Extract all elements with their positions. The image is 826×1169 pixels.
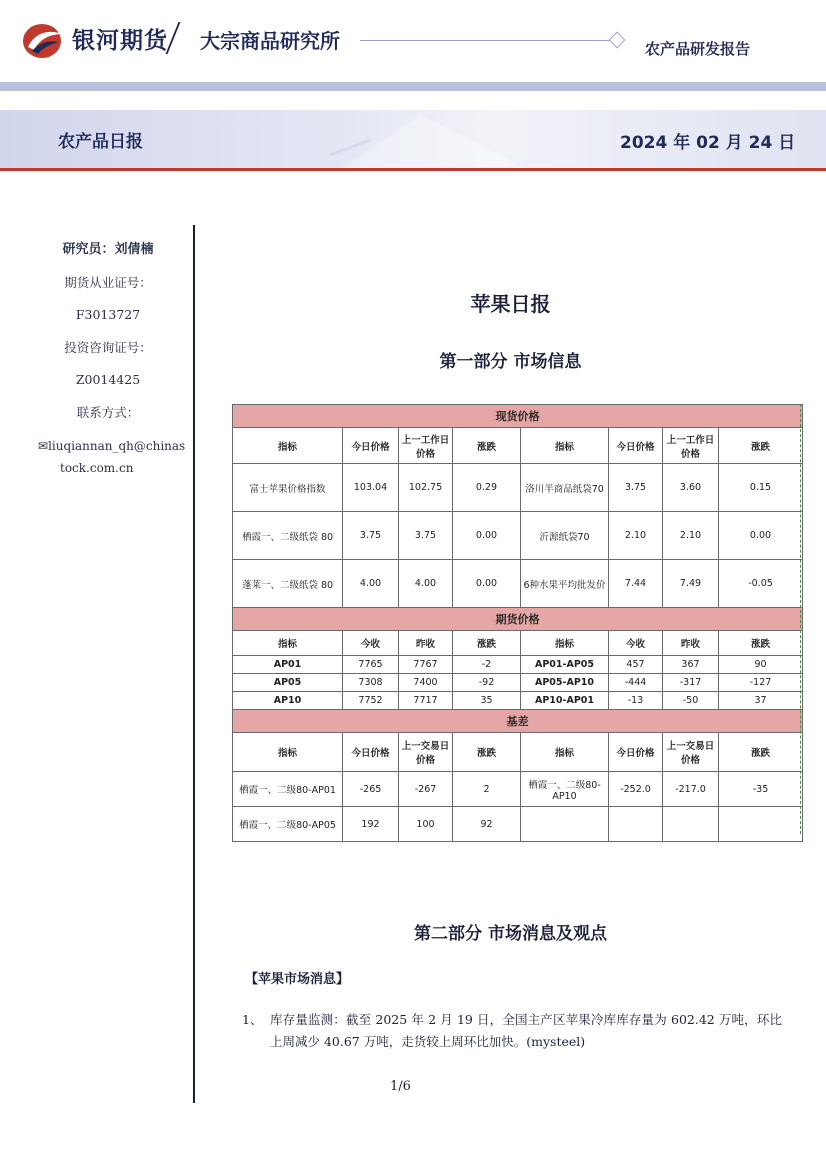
table-cell: -13: [609, 692, 663, 710]
email-line-1: liuqiannan_qh@chinas: [48, 439, 186, 453]
column-header: 涨跌: [719, 733, 803, 772]
table-row: [233, 772, 803, 807]
header-rule: [360, 40, 615, 41]
column-header: 涨跌: [453, 733, 521, 772]
table-cell: 0.00: [453, 560, 521, 608]
section-header-futures: 期货价格: [233, 608, 803, 631]
table-cell: 富士苹果价格指数: [233, 464, 343, 512]
table-row: [233, 692, 803, 710]
table-cell: 2.10: [663, 512, 719, 560]
table-cell: 7308: [343, 674, 399, 692]
table-cell: 洛川半商品纸袋70: [521, 464, 609, 512]
column-header: 涨跌: [453, 428, 521, 464]
column-header: 上一工作日价格: [663, 428, 719, 464]
table-cell: 2.10: [609, 512, 663, 560]
table-cell: -317: [663, 674, 719, 692]
column-header: 指标: [233, 631, 343, 656]
table-cell: -444: [609, 674, 663, 692]
column-header: 上一交易日价格: [663, 733, 719, 772]
table-cell: AP10-AP01: [521, 692, 609, 710]
table-cell: -50: [663, 692, 719, 710]
table-cell: -217.0: [663, 772, 719, 807]
table-cell: -127: [719, 674, 803, 692]
institute-name: 大宗商品研究所: [200, 29, 340, 53]
table-cell: 7.44: [609, 560, 663, 608]
table-cell: [521, 807, 609, 842]
consult-number: Z0014425: [75, 372, 141, 387]
table-cell: 沂源纸袋70: [521, 512, 609, 560]
table-cell: 7400: [399, 674, 453, 692]
section-title-part2: 第二部分 市场消息及观点: [414, 924, 607, 944]
table-cell: [609, 807, 663, 842]
table-row: [233, 674, 803, 692]
column-header: 上一交易日价格: [399, 733, 453, 772]
table-cell: AP05: [233, 674, 343, 692]
table-cell: 栖霞一、二级80-AP05: [233, 807, 343, 842]
column-header: 指标: [233, 733, 343, 772]
report-title: 苹果日报: [470, 292, 551, 316]
page-number: 1/6: [390, 1079, 411, 1094]
column-header: 指标: [521, 733, 609, 772]
table-cell: 7717: [399, 692, 453, 710]
table-cell: 6种水果平均批发价: [521, 560, 609, 608]
table-cell: 7767: [399, 656, 453, 674]
column-header: 上一工作日价格: [399, 428, 453, 464]
column-header: 指标: [233, 428, 343, 464]
header-band: [0, 82, 826, 91]
column-header: 涨跌: [453, 631, 521, 656]
table-cell: AP01-AP05: [521, 656, 609, 674]
table-row: [233, 560, 803, 608]
column-header: 昨收: [663, 631, 719, 656]
column-header: 今日价格: [343, 733, 399, 772]
market-data-table: [232, 404, 802, 842]
table-cell: AP05-AP10: [521, 674, 609, 692]
table-row: [233, 464, 803, 512]
table-cell: 4.00: [343, 560, 399, 608]
license-number: F3013727: [75, 307, 141, 322]
table-cell: 3.60: [663, 464, 719, 512]
table-cell: 2: [453, 772, 521, 807]
table-cell: AP10: [233, 692, 343, 710]
table-cell: 457: [609, 656, 663, 674]
news-item-text: 库存量监测：截至 2025 年 2 月 19 日，全国主产区苹果冷库库存量为 602.42 万吨，环比上周减少 40.67 万吨，走货较上周环比加快。(mysteel): [270, 1012, 782, 1049]
news-item: [242, 1009, 782, 1053]
diamond-icon: [609, 32, 626, 49]
column-header: 涨跌: [719, 428, 803, 464]
researcher-name: 研究员：刘倩楠: [62, 242, 154, 257]
table-cell: -92: [453, 674, 521, 692]
table-cell: 367: [663, 656, 719, 674]
table-cell: 3.75: [399, 512, 453, 560]
column-header: 今收: [343, 631, 399, 656]
news-item-number: 1、: [242, 1012, 263, 1027]
consult-label: 投资咨询证号：: [64, 339, 152, 355]
table-cell: 0.15: [719, 464, 803, 512]
contact-label: 联系方式：: [76, 404, 140, 420]
news-heading: 【苹果市场消息】: [245, 972, 350, 987]
table-cell: [719, 807, 803, 842]
table-cell: 103.04: [343, 464, 399, 512]
table-row: [233, 512, 803, 560]
table-cell: -265: [343, 772, 399, 807]
column-header: 涨跌: [719, 631, 803, 656]
email-line-2: tock.com.cn: [60, 461, 134, 475]
table-cell: 37: [719, 692, 803, 710]
section-header-spot: 现货价格: [233, 405, 803, 428]
table-cell: -252.0: [609, 772, 663, 807]
table-cell: 栖霞一、二级80-AP10: [521, 772, 609, 807]
column-header: 指标: [521, 631, 609, 656]
contact-email[interactable]: [28, 435, 188, 479]
table-cell: 4.00: [399, 560, 453, 608]
table-cell: 100: [399, 807, 453, 842]
report-date: 2024 年 02 月 24 日: [620, 133, 796, 153]
table-cell: [663, 807, 719, 842]
band-decoration: [300, 110, 600, 170]
table-cell: 92: [453, 807, 521, 842]
report-name: 农产品日报: [58, 132, 143, 152]
table-row: [233, 656, 803, 674]
table-cell: 栖霞一、二级80-AP01: [233, 772, 343, 807]
column-header: 今收: [609, 631, 663, 656]
column-header: 今日价格: [609, 733, 663, 772]
table-cell: 102.75: [399, 464, 453, 512]
red-rule: [0, 168, 826, 171]
table-cell: 3.75: [609, 464, 663, 512]
table-cell: 35: [453, 692, 521, 710]
table-cell: 7765: [343, 656, 399, 674]
table-cell: 0.29: [453, 464, 521, 512]
document-type: 农产品研发报告: [645, 40, 751, 58]
table-cell: -267: [399, 772, 453, 807]
table-edge-dash: [800, 404, 801, 834]
table-cell: 蓬莱一、二级纸袋 80: [233, 560, 343, 608]
section-title-part1: 第一部分 市场信息: [439, 352, 582, 372]
table-cell: -0.05: [719, 560, 803, 608]
mail-icon: ✉: [38, 439, 49, 453]
column-header: 指标: [521, 428, 609, 464]
table-cell: 0.00: [719, 512, 803, 560]
author-sidebar: [28, 240, 188, 479]
table-cell: 3.75: [343, 512, 399, 560]
table-cell: 7.49: [663, 560, 719, 608]
table-cell: 192: [343, 807, 399, 842]
license-label: 期货从业证号：: [64, 274, 152, 290]
table-cell: -2: [453, 656, 521, 674]
column-header: 今日价格: [609, 428, 663, 464]
column-header: 今日价格: [343, 428, 399, 464]
table-cell: -35: [719, 772, 803, 807]
table-cell: AP01: [233, 656, 343, 674]
section-header-basis: 基差: [233, 710, 803, 733]
column-header: 昨收: [399, 631, 453, 656]
table-cell: 栖霞一、二级纸袋 80: [233, 512, 343, 560]
table-cell: 90: [719, 656, 803, 674]
table-cell: 7752: [343, 692, 399, 710]
company-name: 银河期货: [72, 28, 168, 54]
table-row: [233, 807, 803, 842]
galaxy-logo-icon: [22, 20, 66, 60]
table-cell: 0.00: [453, 512, 521, 560]
